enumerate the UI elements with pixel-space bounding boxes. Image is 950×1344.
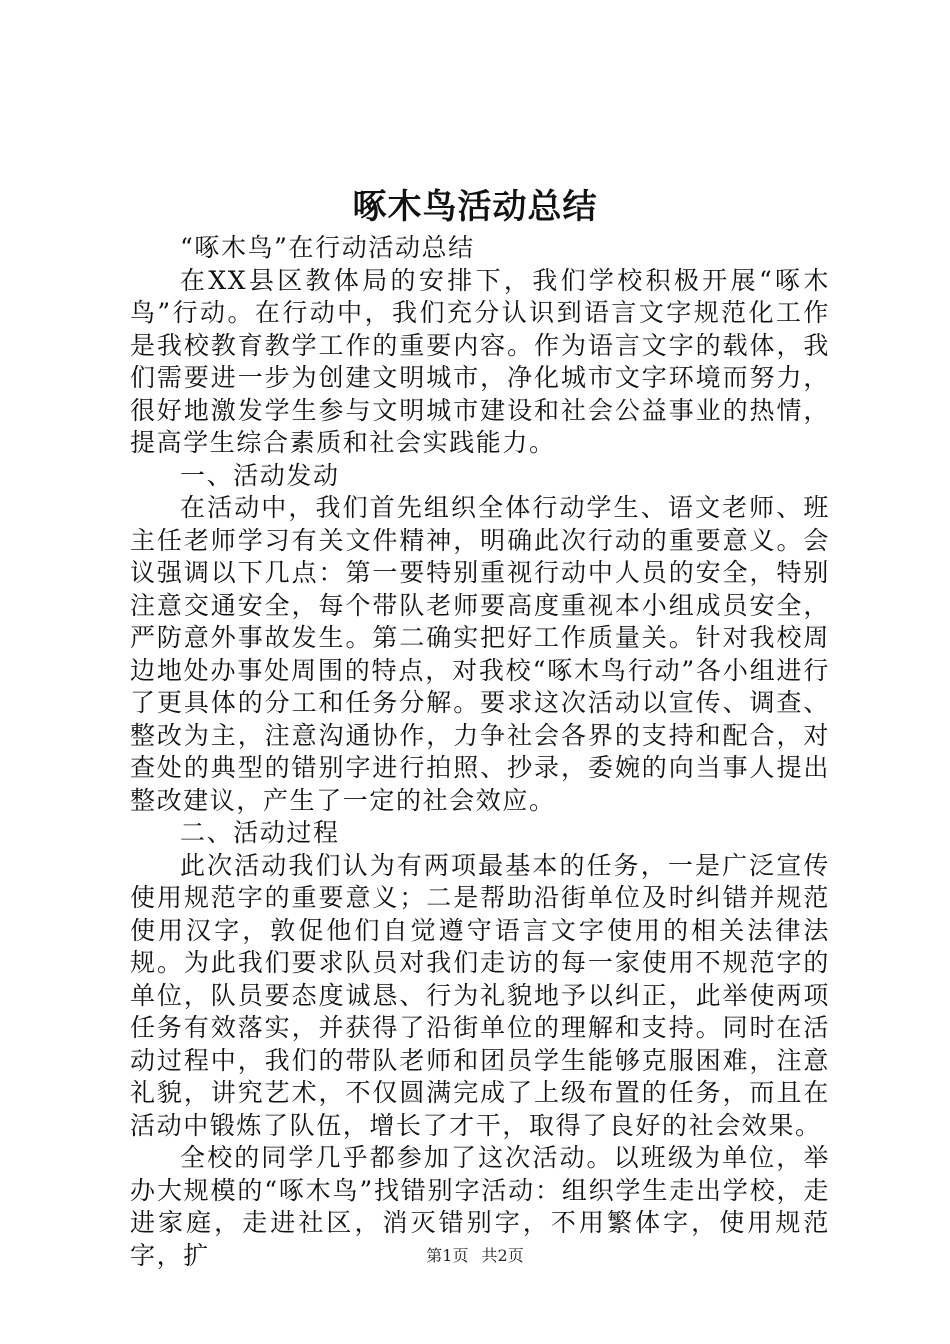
page-footer — [0, 1244, 950, 1268]
subtitle-paragraph: “啄木鸟”在行动活动总结 — [180, 233, 475, 262]
process-paragraph: 此次活动我们认为有两项最基本的任务，一是广泛宣传使用规范字的重要意义；二是帮助沿街单位及时纠错并规范使用汉字，敦促他们自觉遵守语言文字使用的相关法律法规。为此我们要求队员对我们走访的每一家使用不规范字的单位，队员要态度诚恳、行为礼貌地予以纠正，此举使两项任务有效落实，并获得了沿街单位的理解和支持。同时在活动过程中，我们的带队老师和团员学生能够克服困难，注意礼貌，讲究艺术，不仅圆满完成了上级布置的任务，而且在活动中锻炼了队伍，增长了才干，取得了良好的社会效果。 — [130, 850, 830, 1140]
page-number: 第1页 — [426, 1246, 469, 1265]
section-heading-process: 二、活动过程 — [180, 818, 340, 847]
mobilization-paragraph: 在活动中，我们首先组织全体行动学生、语文老师、班主任老师学习有关文件精神，明确此次行动的重要意义。会议强调以下几点：第一要特别重视行动中人员的安全，特别注意交通安全，每个带队老师要高度重视本小组成员安全，严防意外事故发生。第二确实把好工作质量关。针对我校周边地处办事处周围的特点，对我校“啄木鸟行动”各小组进行了更具体的分工和任务分解。要求这次活动以宣传、调查、整改为主，注意沟通协作，力争社会各界的支持和配合，对查处的典型的错别字进行拍照、抄录，委婉的向当事人提出整改建议，产生了一定的社会效应。 — [130, 493, 830, 815]
section-heading-mobilization: 一、活动发动 — [180, 460, 340, 490]
intro-paragraph: 在XX县区教体局的安排下，我们学校积极开展“啄木鸟”行动。在行动中，我们充分认识到语言文字规范化工作是我校教育教学工作的重要内容。作为语言文字的载体，我们需要进一步为创建文明城市，净化城市文字环境而努力，很好地激发学生参与文明城市建设和社会公益事业的热情，提高学生综合素质和社会实践能力。 — [130, 265, 830, 457]
document-body — [130, 232, 830, 1272]
page-total: 共2页 — [481, 1246, 524, 1265]
participation-paragraph: 全校的同学几乎都参加了这次活动。以班级为单位，举办大规模的“啄木鸟”找错别字活动：组织学生走出学校，走进家庭，走进社区，消灭错别字，不用繁体字，使用规范字，扩 — [130, 1143, 830, 1270]
document-title: 啄木鸟活动总结 — [352, 187, 598, 227]
